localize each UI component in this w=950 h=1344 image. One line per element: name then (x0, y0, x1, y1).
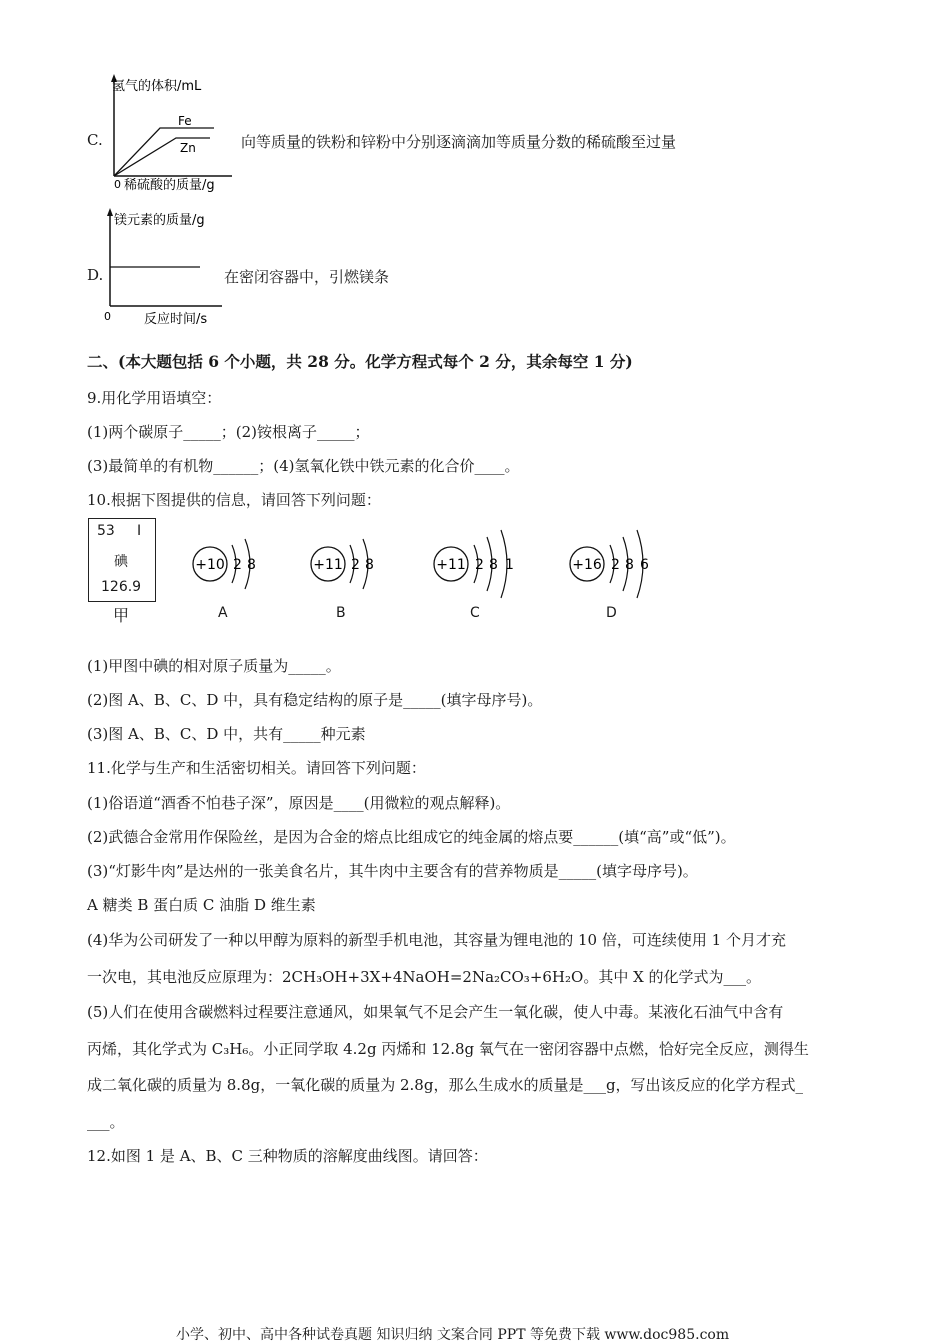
shell-1-count: 2 (351, 557, 360, 573)
y-axis-label: 镁元素的质量/g (114, 213, 205, 228)
shell-3-count: 6 (640, 557, 649, 573)
series-fe-line (114, 128, 214, 176)
iodine-element-card (88, 518, 156, 602)
q9-line-2: (3)最简单的有机物______；(4)氢氧化铁中铁元素的化合价____。 (87, 457, 520, 475)
series-zn-label: Zn (180, 141, 196, 155)
option-d-letter: D. (87, 266, 104, 284)
q11-sub-3: (3)“灯影牛肉”是达州的一张美食名片，其牛肉中主要含有的营养物质是_____(填字母序号)。 (87, 862, 698, 880)
shell-2-count: 8 (625, 557, 634, 573)
q11-sub-4-line-1: (4)华为公司研发了一种以甲醇为原料的新型手机电池，其容量为锂电池的 10 倍，可连续使用 1 个月才充 (87, 931, 786, 949)
q11-sub-4-line-2: 一次电，其电池反应原理为：2CH₃OH+3X+4NaOH=2Na₂CO₃+6H₂O。其中 X 的化学式为___。 (87, 968, 762, 986)
x-axis-label: 反应时间/s (144, 312, 208, 327)
q11-sub-2: (2)武德合金常用作保险丝，是因为合金的熔点比组成它的纯金属的熔点要______(填“高”或“低”)。 (87, 828, 736, 846)
q11-sub-5-line-3: 成二氧化碳的质量为 8.8g，一氧化碳的质量为 2.8g，那么生成水的质量是___g，写出该反应的化学方程式_ (87, 1076, 804, 1094)
atom-a-diagram (188, 535, 268, 595)
x-axis-label: 稀硫酸的质量/g (124, 178, 215, 193)
atom-d-label: D (606, 605, 617, 621)
q9-line-1: (1)两个碳原子_____；(2)铵根离子_____； (87, 423, 370, 441)
nucleus-charge: +16 (572, 557, 602, 573)
nucleus-charge: +10 (195, 557, 225, 573)
shell-1-count: 2 (475, 557, 484, 573)
origin-label: 0 (114, 178, 121, 191)
shell-2-count: 8 (247, 557, 256, 573)
atomic-mass: 126.9 (101, 579, 142, 595)
q11-sub-5-line-2: 丙烯，其化学式为 C₃H₆。小正同学取 4.2g 丙烯和 12.8g 氧气在一密闭容器中点燃，恰好完全反应，测得生 (87, 1040, 809, 1058)
q11-sub-1: (1)俗语道“酒香不怕巷子深”，原因是____(用微粒的观点解释)。 (87, 794, 511, 812)
q10-sub-1: (1)甲图中碘的相对原子质量为_____。 (87, 657, 341, 675)
q10-stem: 10.根据下图提供的信息，请回答下列问题： (87, 491, 381, 509)
shell-2-count: 8 (489, 557, 498, 573)
atom-c-label: C (470, 605, 480, 621)
option-d-graph (100, 206, 230, 330)
q11-sub-5-line-4: ___。 (87, 1113, 125, 1131)
atom-a-label: A (218, 605, 228, 621)
q11-sub-5-line-1: (5)人们在使用含碳燃料过程要注意通风，如果氧气不足会产生一氧化碳，使人中毒。某液化石油气中含有 (87, 1003, 784, 1021)
q10-sub-2: (2)图 A、B、C、D 中，具有稳定结构的原子是_____(填字母序号)。 (87, 691, 543, 709)
atom-d-diagram (568, 526, 668, 602)
y-axis-label: 氢气的体积/mL (112, 79, 202, 94)
option-d-description: 在密闭容器中，引燃镁条 (224, 268, 390, 286)
section-2-title: 二、(本大题包括 6 个小题，共 28 分。化学方程式每个 2 分，其余每空 1 分) (87, 352, 633, 371)
shell-2-count: 8 (365, 557, 374, 573)
atomic-number: 53 (97, 523, 115, 539)
origin-label: 0 (104, 310, 111, 323)
atom-b-label: B (336, 605, 346, 621)
shell-1-count: 2 (233, 557, 242, 573)
shell-3-count: 1 (505, 557, 514, 573)
option-c-letter: C. (87, 131, 103, 149)
option-c-description: 向等质量的铁粉和锌粉中分别逐滴滴加等质量分数的稀硫酸至过量 (241, 133, 677, 151)
page-footer: 小学、初中、高中各种试卷真题 知识归纳 文案合同 PPT 等免费下载 www.doc985.com (176, 1327, 730, 1343)
nucleus-charge: +11 (313, 557, 343, 573)
q12-stem: 12.如图 1 是 A、B、C 三种物质的溶解度曲线图。请回答： (87, 1147, 488, 1165)
element-name: 碘 (114, 554, 128, 570)
q11-options: A 糖类 B 蛋白质 C 油脂 D 维生素 (87, 896, 316, 914)
y-axis-arrow (107, 208, 113, 216)
q10-sub-3: (3)图 A、B、C、D 中，共有_____种元素 (87, 725, 366, 743)
q9-stem: 9.用化学用语填空： (87, 389, 222, 407)
shell-1-count: 2 (611, 557, 620, 573)
nucleus-charge: +11 (436, 557, 466, 573)
atom-c-diagram (432, 526, 532, 602)
q11-stem: 11.化学与生产和生活密切相关。请回答下列问题： (87, 759, 426, 777)
series-fe-label: Fe (178, 114, 192, 128)
element-caption: 甲 (113, 606, 130, 625)
atom-b-diagram (306, 535, 386, 595)
option-c-graph (100, 72, 240, 194)
element-symbol: I (137, 523, 142, 539)
